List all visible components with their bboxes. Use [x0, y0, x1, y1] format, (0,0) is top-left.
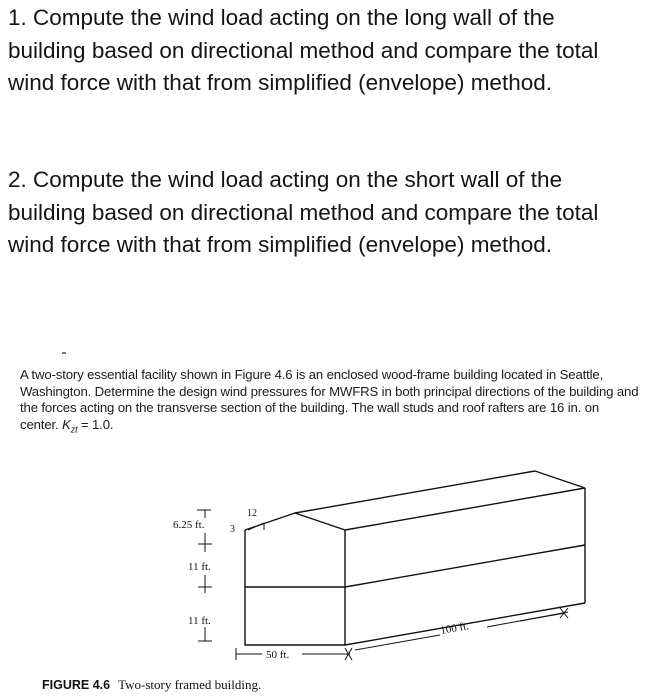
problem-passage [20, 367, 640, 438]
kzt-symbol: $K_{zt}$ [62, 416, 78, 435]
dim-story-1: 11 ft. [188, 561, 211, 573]
figure-caption [42, 677, 261, 693]
floor-line-side [345, 545, 585, 587]
caption-text: Two-story framed building. [118, 677, 262, 692]
slope-run: 3 [230, 524, 235, 535]
question-1: 1. Compute the wind load acting on the long wall of the building based on directional method and compare the total wind force with that from simplified (envelope) method. [8, 5, 599, 95]
passage-text: A two-story essential facility shown in Figure 4.6 is an enclosed wood-frame building located in Seattle, Washington. Determine the design wind pressures for MWFRS in both principal directions of the building and the forces acting on the transverse section of the building. The wall studs and roof rafters are 16 in. on center. [20, 367, 639, 432]
slope-rise: 12 [247, 508, 257, 519]
back-gable [535, 471, 585, 488]
eave-line [345, 488, 585, 530]
dim-width: 50 ft. [266, 649, 290, 661]
length-dim-line-left [355, 635, 440, 650]
dim-roof-height: 6.25 ft. [173, 519, 205, 531]
question-2: 2. Compute the wind load acting on the short wall of the building based on directional method and compare the total wind force with that from simplified (envelope) method. [8, 167, 599, 257]
dim-story-2: 11 ft. [188, 615, 211, 627]
dim-length: 100 ft. [439, 620, 470, 637]
kzt-value: = 1.0. [77, 416, 114, 432]
ridge-line [295, 471, 535, 513]
front-gable [245, 513, 345, 530]
building-figure [0, 450, 645, 670]
divider-mark [62, 352, 66, 354]
caption-label: FIGURE 4.6 [42, 678, 111, 692]
slope-indicator [248, 523, 264, 530]
